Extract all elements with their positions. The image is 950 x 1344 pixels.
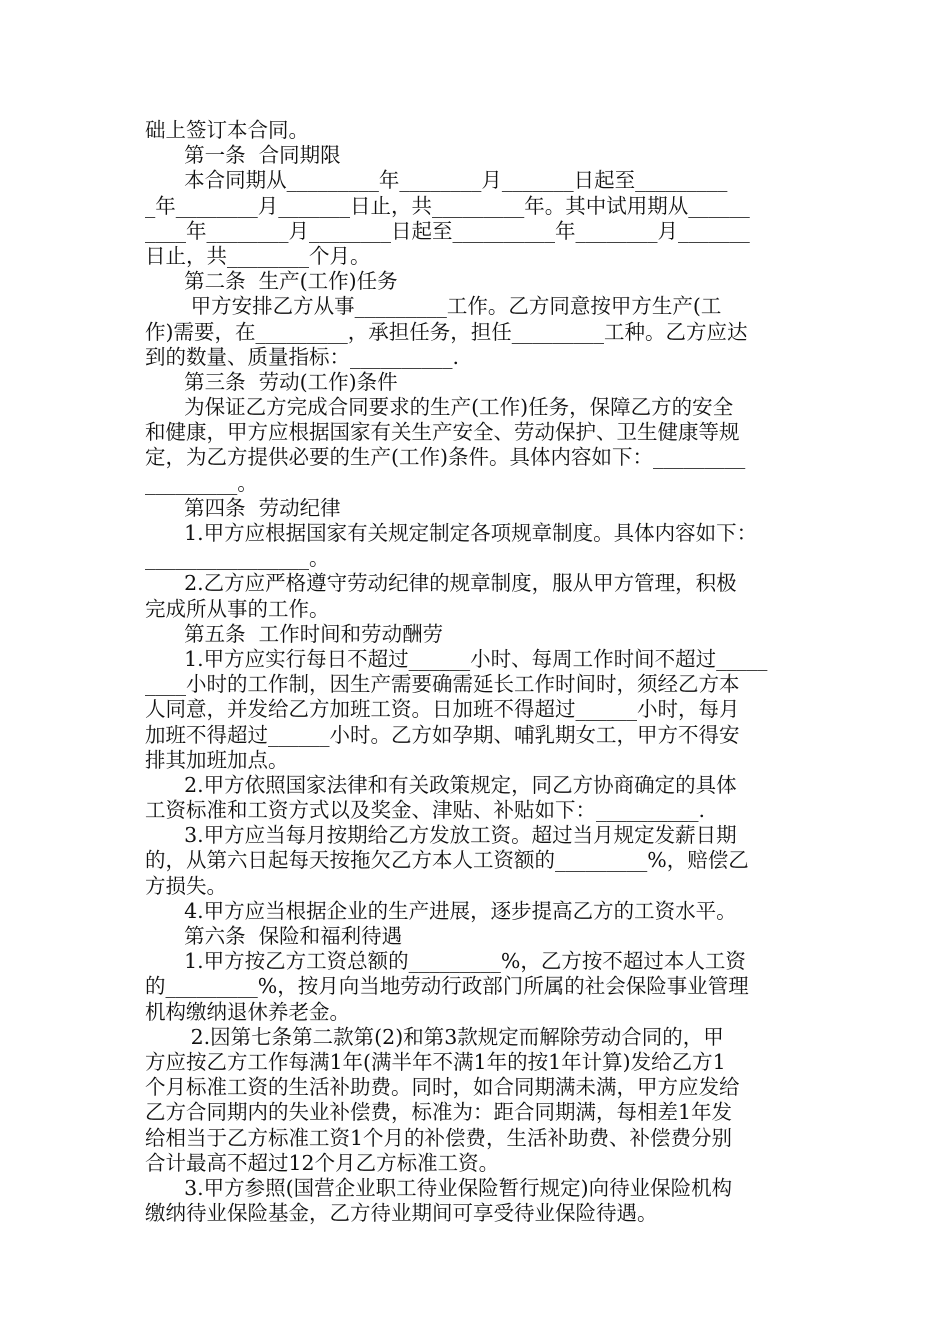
text-line: 到的数量、质量指标：__________. xyxy=(145,344,460,369)
text-line: 乙方合同期内的失业补偿费，标准为：距合同期满，每相差1年发 xyxy=(145,1100,733,1125)
text-line: 甲方安排乙方从事_________工作。乙方同意按甲方生产(工 xyxy=(145,294,722,319)
article-heading: 第三条 劳动(工作)条件 xyxy=(145,369,398,394)
text-line: 4.甲方应当根据企业的生产进展，逐步提高乙方的工资水平。 xyxy=(145,898,737,923)
text-line: 合计最高不超过12个月乙方标准工资。 xyxy=(145,1150,500,1175)
text-line: 完成所从事的工作。 xyxy=(145,596,330,621)
article-heading: 第五条 工作时间和劳动酬劳 xyxy=(145,621,444,646)
text-line: 础上签订本合同。 xyxy=(145,118,309,142)
text-line: 人同意，并发给乙方加班工资。日加班不得超过______小时，每月 xyxy=(145,697,740,722)
article-heading: 第四条 劳动纪律 xyxy=(145,495,341,520)
text-line: 方损失。 xyxy=(145,873,227,898)
text-line: 和健康，甲方应根据国家有关生产安全、劳动保护、卫生健康等规 xyxy=(145,420,740,445)
text-line: 2.乙方应严格遵守劳动纪律的规章制度，服从甲方管理，积极 xyxy=(145,571,737,596)
text-line: 2.甲方依照国家法律和有关政策规定，同乙方协商确定的具体 xyxy=(145,772,737,797)
text-line: 机构缴纳退休养老金。 xyxy=(145,999,350,1024)
text-line: ____年________月________日起至__________年________月_______ xyxy=(145,218,750,243)
text-line: 为保证乙方完成合同要求的生产(工作)任务，保障乙方的安全 xyxy=(145,395,734,420)
text-line: 的_________%，按月向当地劳动行政部门所属的社会保险事业管理 xyxy=(145,974,749,999)
text-line: 给相当于乙方标准工资1个月的补偿费，生活补助费、补偿费分别 xyxy=(145,1125,733,1150)
text-line: 排其加班加点。 xyxy=(145,747,289,772)
text-line: 工资标准和工资方式以及奖金、津贴、补贴如下：__________. xyxy=(145,798,706,823)
text-line: 缴纳待业保险基金，乙方待业期间可享受待业保险待遇。 xyxy=(145,1201,658,1226)
article-heading: 第六条 保险和福利待遇 xyxy=(145,924,403,948)
text-line: _年________月_______日止，共_________年。其中试用期从______ xyxy=(145,193,750,218)
text-line: 3.甲方应当每月按期给乙方发放工资。超过当月规定发薪日期 xyxy=(145,823,737,848)
text-line: 个月标准工资的生活补助费。同时，如合同期满未满，甲方应发给 xyxy=(145,1075,740,1100)
text-line: 作)需要，在_________，承担任务，担任_________工种。乙方应达 xyxy=(145,319,748,344)
article-heading: 第二条 生产(工作)任务 xyxy=(145,269,398,294)
text-line: 3.甲方参照(国营企业职工待业保险暂行规定)向待业保险机构 xyxy=(145,1175,733,1200)
text-line: 2.因第七条第二款第(2)和第3款规定而解除劳动合同的，甲 xyxy=(145,1024,724,1049)
text-line: ________________。 xyxy=(145,546,330,571)
text-line: 加班不得超过______小时。乙方如孕期、哺乳期女工，甲方不得安 xyxy=(145,722,740,747)
text-line: _________。 xyxy=(145,470,258,495)
text-line: 本合同期从_________年________月_______日起至_________ xyxy=(145,168,728,193)
document-page xyxy=(145,118,810,1226)
text-line: 1.甲方按乙方工资总额的_________%，乙方按不超过本人工资 xyxy=(145,949,746,974)
text-line: 1.甲方应实行每日不超过______小时、每周工作时间不超过_____ xyxy=(145,646,768,671)
text-line: ____小时的工作制，因生产需要确需延长工作时间时，须经乙方本 xyxy=(145,672,740,697)
text-line: 日止，共________个月。 xyxy=(145,243,371,268)
text-line: 1.甲方应根据国家有关规定制定各项规章制度。具体内容如下： xyxy=(145,521,758,545)
text-line: 定，为乙方提供必要的生产(工作)条件。具体内容如下：_________ xyxy=(145,445,746,470)
article-heading: 第一条 合同期限 xyxy=(145,143,341,168)
text-line: 的，从第六日起每天按拖欠乙方本人工资额的_________%，赔偿乙 xyxy=(145,848,749,873)
text-line: 方应按乙方工作每满1年(满半年不满1年的按1年计算)发给乙方1 xyxy=(145,1049,726,1074)
